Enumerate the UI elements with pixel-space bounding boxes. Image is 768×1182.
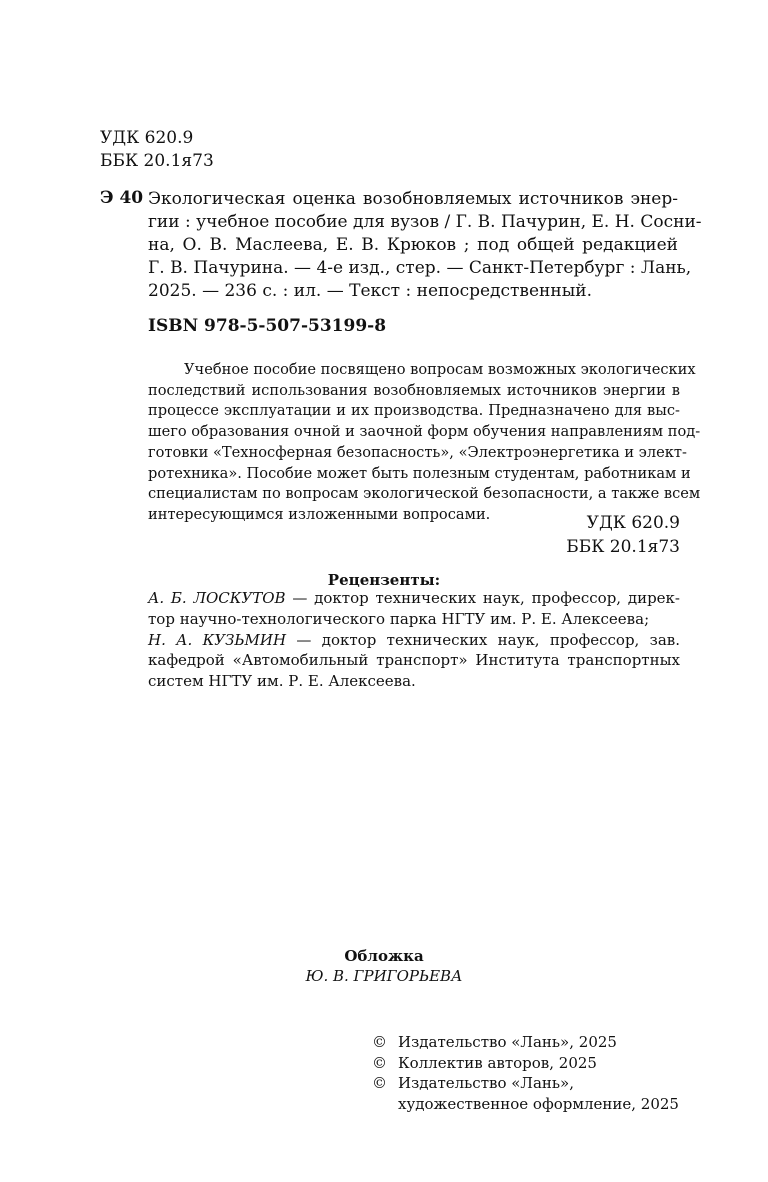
copyright-symbol: ©: [372, 1053, 387, 1072]
reviewer-2-line: систем НГТУ им. Р. Е. Алексеева.: [148, 672, 416, 691]
reviewer-1-line: тор научно-технологического парка НГТУ им. Р. Е. Алексеева;: [148, 609, 650, 628]
annotation-line: Учебное пособие посвящено вопросам возможных экологических: [184, 361, 696, 378]
copyright-line: © Коллектив авторов, 2025: [372, 1053, 597, 1072]
classification-block-top: [100, 127, 214, 173]
copyright-block: [372, 1032, 679, 1114]
bbk-code: ББК 20.1я73: [100, 151, 214, 171]
copyright-line: художественное оформление, 2025: [398, 1094, 679, 1113]
reviewer-2-line: [148, 630, 680, 651]
reviewer-2-name: Н. А. КУЗЬМИН: [148, 630, 287, 649]
cover-credit: [0, 946, 768, 986]
reviewer-1-text: — доктор технических наук, профессор, дирек-: [285, 589, 680, 607]
reviewer-2-line: кафедрой «Автомобильный транспорт» Института транспортных: [148, 651, 680, 670]
reviewers-list: [148, 588, 680, 692]
annotation-line: готовки «Техносферная безопасность», «Электроэнергетика и элект-: [148, 443, 687, 461]
reviewers-title: Рецензенты:: [327, 571, 441, 589]
bbk-code-right: ББК 20.1я73: [566, 537, 680, 557]
classification-block-right: [566, 511, 680, 559]
cover-designer: Ю. В. ГРИГОРЬЕВА: [305, 967, 463, 985]
description-line: 2025. — 236 с. : ил. — Текст : непосредственный.: [148, 281, 592, 301]
reviewer-1-name: А. Б. ЛОСКУТОВ: [148, 589, 286, 607]
copyright-line: © Издательство «Лань», 2025: [372, 1033, 617, 1051]
annotation-line: шего образования очной и заочной форм обучения направлениям под-: [148, 423, 701, 441]
annotation-line: специалистам по вопросам экологической безопасности, а также всем: [148, 485, 701, 503]
annotation: [148, 360, 701, 526]
description-line: на, О. В. Маслеева, Е. В. Крюков ; под общей редакцией: [148, 235, 678, 255]
reviewer-1-line: [148, 588, 680, 609]
udk-code: УДК 620.9: [100, 128, 194, 148]
annotation-line: интересующимся изложенными вопросами.: [148, 505, 491, 523]
cover-title: Обложка: [344, 947, 424, 965]
annotation-line: последствий использования возобновляемых источников энергии в: [148, 381, 680, 399]
author-code: Э 40: [100, 188, 144, 208]
udk-code-right: УДК 620.9: [586, 513, 680, 533]
copyright-symbol: ©: [372, 1074, 387, 1092]
reviewer-2-text: — доктор технических наук, профессор, зав.: [286, 630, 680, 649]
copyright-line: © Издательство «Лань»,: [372, 1074, 575, 1092]
description-line: Экологическая оценка возобновляемых источников энер-: [148, 189, 678, 209]
isbn: ISBN 978-5-507-53199-8: [148, 316, 387, 336]
copyright-symbol: ©: [372, 1033, 387, 1051]
description-line: гии : учебное пособие для вузов / Г. В. Пачурин, Е. Н. Сосни-: [148, 212, 702, 232]
annotation-line: ротехника». Пособие может быть полезным студентам, работникам и: [148, 464, 691, 482]
bibliographic-description: [148, 188, 702, 303]
description-line: Г. В. Пачурина. — 4-е изд., стер. — Санкт-Петербург : Лань,: [148, 258, 692, 278]
annotation-line: процессе эксплуатации и их производства. Предназначено для выс-: [148, 402, 680, 420]
